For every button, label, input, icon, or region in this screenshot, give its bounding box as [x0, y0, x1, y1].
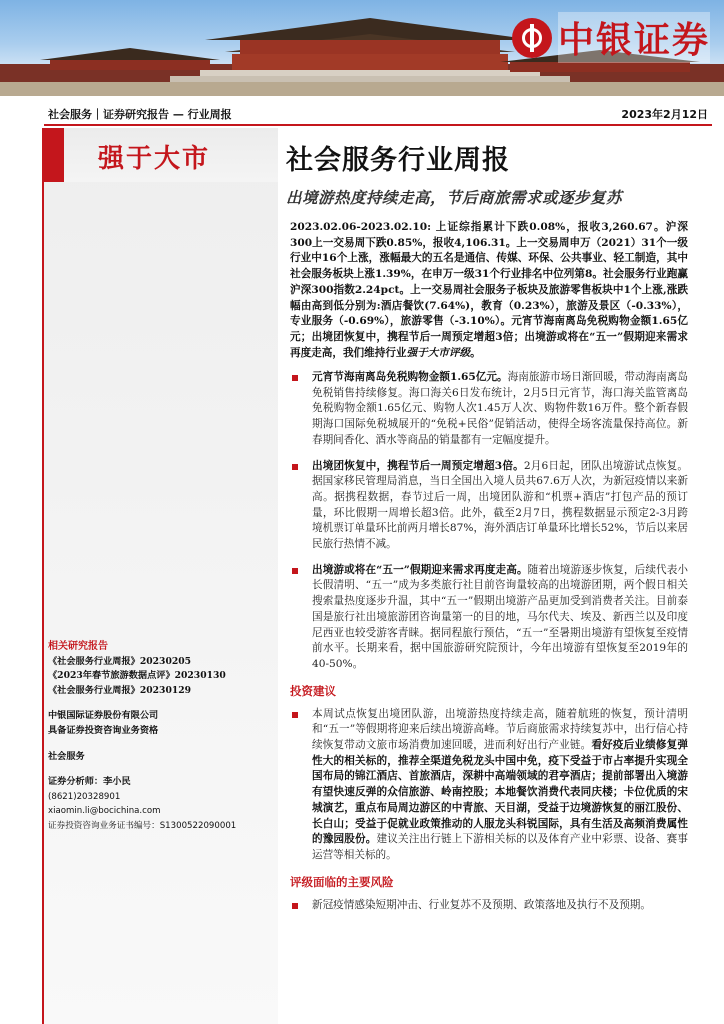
report-header-bar [44, 102, 712, 126]
invest-paragraph: 本周试点恢复出境团队游，出境游热度持续走高，随着航班的恢复，预计清明和“五一”等假期将迎来后续出境游高峰。节后商旅需求持续复苏中，出行信心持续恢复带动文旅市场消费加速回暖，进而利好出行产业链。看好疫后业绩修复弹性大的相关标的，推荐全渠道免税龙头中国中免，疫下受益于市占率提升实现全国布局的锦江酒店、首旅酒店，深耕中高端领域的君亭酒店；提前部署出入境游有望快速反弹的众信旅游、岭南控股；本地餐饮消费代表同庆楼；卡位优质的宋城演艺，重点布局周边游区的中青旅、天目湖，受益于边境游恢复的丽江股份、长白山；受益于促就业政策推动的人服龙头科锐国际，具有生活及高频消费属性的豫园股份。建议关注出行链上下游相关标的以及体育产业中彩票、设备、赛事运营等相关标的。 [290, 707, 688, 864]
bullet-item: 出境游或将在“五一”假期迎来需求再度走高。随着出境游逐步恢复，后续代表小长假清明、“五一”成为多类旅行社目前咨询量较高的出境游团期，两个假日相关搜索量热度逐步升温，其中“五一”假期出境游产品更加受到消费者关注。目前泰国是旅行社出境旅游团咨询量第一的目的地，马尔代夫、埃及、新西兰以及印度尼西亚也较受游客青睐。据同程旅行预估，“五一”至暑期出境游有望恢复至疫情前水平。长期来看，据中国旅游研究院预计，今年出境游有望恢复至2019年的40-50%。 [290, 563, 688, 673]
analyst-phone: (8621)20328901 [48, 791, 121, 802]
analyst-license: 证券投资咨询业务证书编号：S1300522090001 [48, 820, 237, 831]
report-category: 社会服务｜证券研究报告 — 行业周报 [48, 108, 232, 121]
main-content [290, 370, 688, 923]
bullet-square-icon [292, 712, 298, 718]
analyst-name: 证券分析师：李小民 [48, 776, 131, 788]
company-qualification: 具备证券投资咨询业务资格 [48, 724, 159, 736]
brand-logo [512, 12, 710, 63]
report-subtitle: 出境游热度持续走高，节后商旅需求或逐步复苏 [286, 188, 623, 207]
risk-heading: 评级面临的主要风险 [290, 874, 394, 889]
bullet-item: 出境团恢复中，携程节后一周预定增超3倍。2月6日起，团队出境游试点恢复。据国家移民管理局消息，当日全国出入境人员共67.6万人次，为新冠疫情以来新高。据携程数据，春节过后一周，出境团队游和“机票+酒店”打包产品的预订量，环比假期一周增长超3倍。此外，截至2月7日，携程数据显示预定2-3月跨境机票订单量环比前两月增长87%，海外酒店订单量环比增长52%，节后以来居民旅行热情不减。 [290, 459, 688, 553]
report-title: 社会服务行业周报 [286, 145, 510, 176]
bullet-item: 元宵节海南离岛免税购物金额1.65亿元。海南旅游市场日渐回暖，带动海南离岛免税销售持续修复。海口海关6日发布统计，2月5日元宵节，海口海关监管离岛免税购物金额1.65亿元、购物人次1.45万人次、购物件数16万件。整个新春假期海口国际免税城展开的“免税+民俗”促销活动，使得全场客流量保持高位。新春期间香化、酒水等商品的销量都有一定幅度提升。 [290, 370, 688, 449]
bullet-square-icon [292, 568, 298, 574]
related-report-link[interactable]: 《社会服务行业周报》20230129 [48, 684, 192, 696]
report-date: 2023年2月12日 [621, 108, 708, 121]
related-report-link[interactable]: 《社会服务行业周报》20230205 [48, 655, 192, 667]
sector-label: 社会服务 [48, 750, 85, 762]
company-name: 中银国际证券股份有限公司 [48, 710, 159, 722]
brand-name: 中银证券 [558, 12, 710, 63]
related-reports-heading: 相关研究报告 [48, 641, 108, 652]
rating-emphasis: 强于大市评级 [406, 346, 471, 359]
bullet-square-icon [292, 375, 298, 381]
invest-heading: 投资建议 [290, 683, 336, 698]
left-sidebar-panel [44, 128, 278, 1024]
bank-of-china-logo-icon [512, 18, 552, 58]
bullet-square-icon [292, 903, 298, 909]
rating-marker [44, 128, 64, 182]
related-report-link[interactable]: 《2023年春节旅游数据点评》20230130 [48, 670, 226, 682]
sidebar-info [48, 640, 274, 834]
rating-tag: 强于大市 [98, 144, 211, 174]
analyst-email[interactable]: xiaomin.li@bocichina.com [48, 806, 161, 817]
bullet-square-icon [292, 464, 298, 470]
risk-paragraph: 新冠疫情感染短期冲击、行业复苏不及预期、政策落地及执行不及预期。 [290, 898, 688, 914]
header-banner-image [0, 0, 724, 96]
summary-paragraph: 2023.02.06-2023.02.10: 上证综指累计下跌0.08%，报收3,260.67。沪深300上一交易周下跌0.85%，报收4,106.31。上一交易周申万（2021）31个一级行业中16个上涨，涨幅最大的五名是通信、传媒、环保、公共事业、轻工制造，其中社会服务板块上涨1.39%，在申万一级31个行业排名中位列第8。社会服务行业跑赢沪深300指数2.24pct。上一交易周社会服务子板块及旅游零售板块中1个上涨,涨跌幅由高到低分别为:酒店餐饮(7.64%)，教育（0.23%），旅游及景区（-0.33%），专业服务（-0.69%），旅游零售（-3.10%）。元宵节海南离岛免税购物金额1.65亿元；出境团恢复中，携程节后一周预定增超3倍；出境游或将在“五一”假期迎来需求再度走高，我们维持行业强于大市评级。 [290, 221, 688, 359]
